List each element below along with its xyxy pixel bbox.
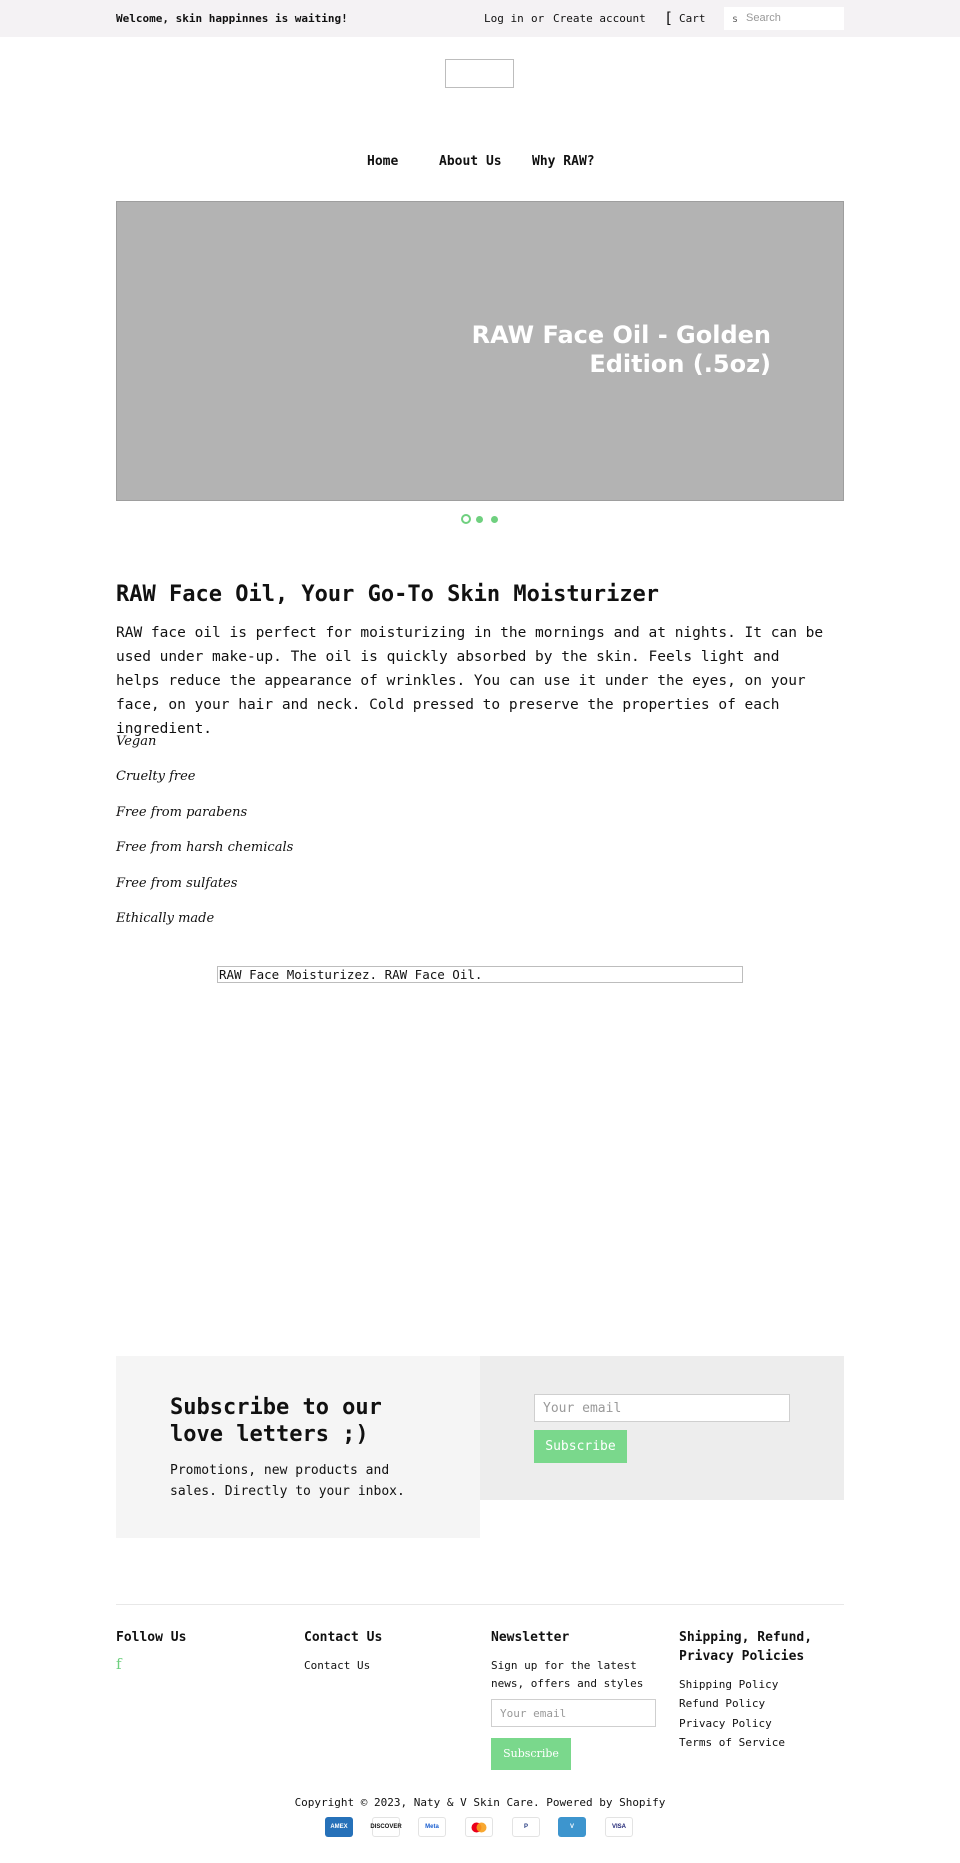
privacy-policy-link[interactable]: Privacy Policy bbox=[679, 1717, 772, 1730]
footer-divider bbox=[116, 1604, 844, 1605]
subscribe-title: Subscribe to our love letters ;) bbox=[170, 1395, 382, 1447]
terms-of-service-link[interactable]: Terms of Service bbox=[679, 1736, 785, 1749]
feature-item: Free from harsh chemicals bbox=[116, 840, 294, 855]
slideshow-dots bbox=[459, 514, 509, 526]
subscribe-panel bbox=[116, 1356, 480, 1538]
hero-slide[interactable] bbox=[116, 201, 844, 501]
hero-slide-title[interactable]: RAW Face Oil - Golden Edition (.5oz) bbox=[471, 321, 771, 378]
discover-icon: DISCOVER bbox=[372, 1817, 400, 1837]
nav-item-about-us[interactable]: About Us bbox=[439, 154, 502, 169]
welcome-message: Welcome, skin happinnes is waiting! bbox=[116, 12, 348, 25]
cart-icon[interactable]: [ bbox=[664, 9, 674, 27]
feature-item: Ethically made bbox=[116, 911, 215, 926]
subscribe-email-input[interactable] bbox=[534, 1394, 790, 1422]
feature-item: Free from parabens bbox=[116, 805, 248, 820]
product-description: RAW face oil is perfect for moisturizing in the mornings and at nights. It can be used under make-up. The oil is quickly absorbed by the skin. Feels light and helps reduce the appearance of wrinkles. You can use it under the eyes, on your face, on your hair and neck. Cold pressed to preserve the properties of each ingredient. bbox=[116, 625, 824, 737]
refund-policy-link[interactable]: Refund Policy bbox=[679, 1697, 766, 1710]
subscribe-description: Promotions, new products and sales. Directly to your inbox. bbox=[170, 1463, 405, 1499]
feature-item: Cruelty free bbox=[116, 769, 196, 784]
newsletter-text: Sign up for the latest news, offers and styles bbox=[491, 1659, 644, 1690]
subscribe-form bbox=[480, 1356, 844, 1500]
nav-item-home[interactable]: Home bbox=[367, 154, 399, 169]
page-title: RAW Face Oil, Your Go-To Skin Moisturizer bbox=[116, 582, 660, 607]
feature-item: Free from sulfates bbox=[116, 876, 238, 891]
contact-us-link[interactable]: Contact Us bbox=[304, 1659, 371, 1672]
facebook-icon[interactable]: f bbox=[116, 1655, 122, 1673]
feature-item: Vegan bbox=[116, 734, 157, 749]
login-link[interactable]: Log in bbox=[484, 12, 524, 25]
footer-contact-title: Contact Us bbox=[304, 1630, 383, 1645]
newsletter-subscribe-button[interactable]: Subscribe bbox=[491, 1738, 571, 1770]
slide-dot-3[interactable] bbox=[491, 516, 498, 523]
video-embed[interactable]: RAW Face Moisturizez. RAW Face Oil. bbox=[217, 966, 743, 983]
venmo-icon: V bbox=[558, 1817, 586, 1837]
search-input[interactable] bbox=[746, 10, 840, 26]
amex-icon: AMEX bbox=[325, 1817, 353, 1837]
footer-follow-title: Follow Us bbox=[116, 1630, 187, 1645]
shipping-policy-link[interactable]: Shipping Policy bbox=[679, 1678, 779, 1691]
site-logo[interactable] bbox=[445, 59, 514, 88]
search-icon[interactable]: s bbox=[732, 14, 739, 25]
slide-dot-2[interactable] bbox=[476, 516, 483, 523]
mastercard-circles bbox=[471, 1822, 487, 1833]
mastercard-icon bbox=[465, 1817, 493, 1837]
cart-link[interactable]: Cart bbox=[679, 12, 706, 25]
slide-dot-1[interactable] bbox=[461, 514, 471, 524]
meta-pay-icon: Meta bbox=[418, 1817, 446, 1837]
copyright-text: Copyright © 2023, Naty & V Skin Care. Powered by Shopify bbox=[294, 1796, 666, 1809]
search-box bbox=[724, 7, 844, 30]
or-separator: or bbox=[531, 12, 545, 25]
top-bar bbox=[0, 0, 960, 37]
create-account-link[interactable]: Create account bbox=[553, 12, 646, 25]
visa-icon: VISA bbox=[605, 1817, 633, 1837]
newsletter-email-input[interactable] bbox=[491, 1699, 656, 1727]
footer-policies-title: Shipping, Refund, Privacy Policies bbox=[679, 1630, 813, 1664]
paypal-icon: P bbox=[512, 1817, 540, 1837]
subscribe-button[interactable]: Subscribe bbox=[534, 1430, 627, 1463]
footer-newsletter-title: Newsletter bbox=[491, 1630, 570, 1645]
nav-item-why-raw[interactable]: Why RAW? bbox=[532, 154, 595, 169]
